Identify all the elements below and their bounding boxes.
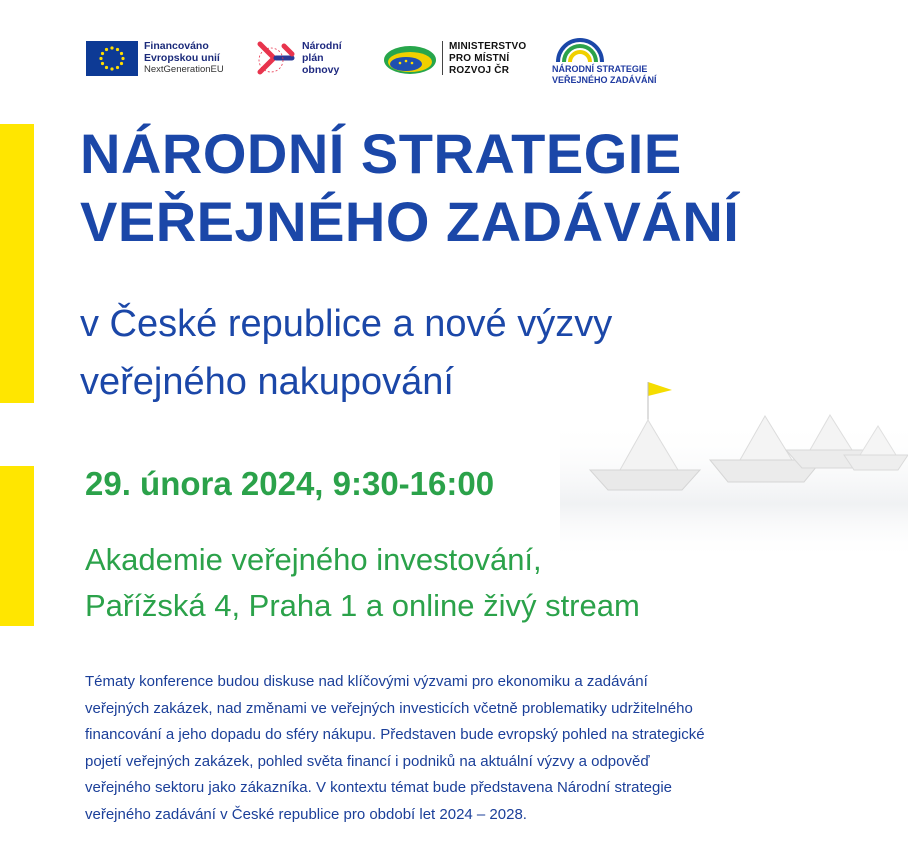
event-description xyxy=(85,669,875,829)
mmr-divider xyxy=(442,41,443,75)
description-line2: veřejných zakázek, nad změnami ve veřejných investicích včetně problematiky udržitelného xyxy=(85,699,693,717)
npo-mark-icon xyxy=(256,38,298,80)
eu-text-line3: NextGenerationEU xyxy=(144,64,224,75)
nszv-text xyxy=(552,64,657,86)
accent-bar-top xyxy=(0,124,34,403)
description-line4: pojetí veřejných zakázek, pohled světa financí i podniků na aktuální výzvy a odpověď xyxy=(85,752,650,770)
mmr-text-line3: ROZVOJ ČR xyxy=(449,65,510,76)
npo-text xyxy=(302,40,342,76)
subtitle-line1: v České republice a nové výzvy xyxy=(80,303,613,345)
logo-strip xyxy=(0,38,908,84)
nszv-text-line2: VEŘEJNÉHO ZADÁVÁNÍ xyxy=(552,75,657,85)
eu-funding-text xyxy=(144,40,224,76)
event-venue xyxy=(85,537,845,629)
event-datetime: 29. února 2024, 9:30-16:00 xyxy=(85,465,495,502)
npo-text-line3: obnovy xyxy=(302,64,340,76)
description-line1: Tématy konference budou diskuse nad klíčovými výzvami pro ekonomiku a zadávání xyxy=(85,673,648,690)
nszv-arc-icon xyxy=(552,38,608,66)
description-line6: veřejného zadávání v České republice pro období let 2024 – 2028. xyxy=(85,805,527,823)
eu-text-line2: Evropskou unií xyxy=(144,52,220,64)
eu-funding-logo xyxy=(86,38,236,84)
npo-logo xyxy=(256,38,366,84)
mmr-text xyxy=(449,41,526,77)
nszv-text-line1: NÁRODNÍ STRATEGIE xyxy=(552,64,648,74)
nszv-logo xyxy=(552,38,702,84)
title-line2: VEŘEJNÉHO ZADÁVÁNÍ xyxy=(80,190,740,253)
npo-text-line2: plán xyxy=(302,52,324,64)
title-line1: NÁRODNÍ STRATEGIE xyxy=(80,122,682,185)
eu-flag-icon xyxy=(86,41,138,76)
eu-text-line1: Financováno xyxy=(144,40,209,52)
mmr-emblem-icon xyxy=(382,40,438,80)
subtitle-line2: veřejného nakupování xyxy=(80,361,454,403)
venue-line1: Akademie veřejného investování, xyxy=(85,542,542,577)
mmr-logo xyxy=(382,38,542,84)
npo-text-line1: Národní xyxy=(302,40,342,52)
page-subtitle xyxy=(80,295,840,411)
description-line3: financování a jeho dopadu do sféry nákupu. Představen bude evropský pohled na strategické xyxy=(85,726,705,744)
page-title xyxy=(80,120,880,256)
mmr-text-line2: PRO MÍSTNÍ xyxy=(449,53,510,64)
mmr-text-line1: MINISTERSTVO xyxy=(449,41,527,52)
description-line5: veřejného sektoru jako zákazníka. V kontextu témat bude představena Národní strategie xyxy=(85,779,673,797)
accent-bar-bottom xyxy=(0,466,34,626)
venue-line2: Pařížská 4, Praha 1 a online živý stream xyxy=(85,588,640,623)
